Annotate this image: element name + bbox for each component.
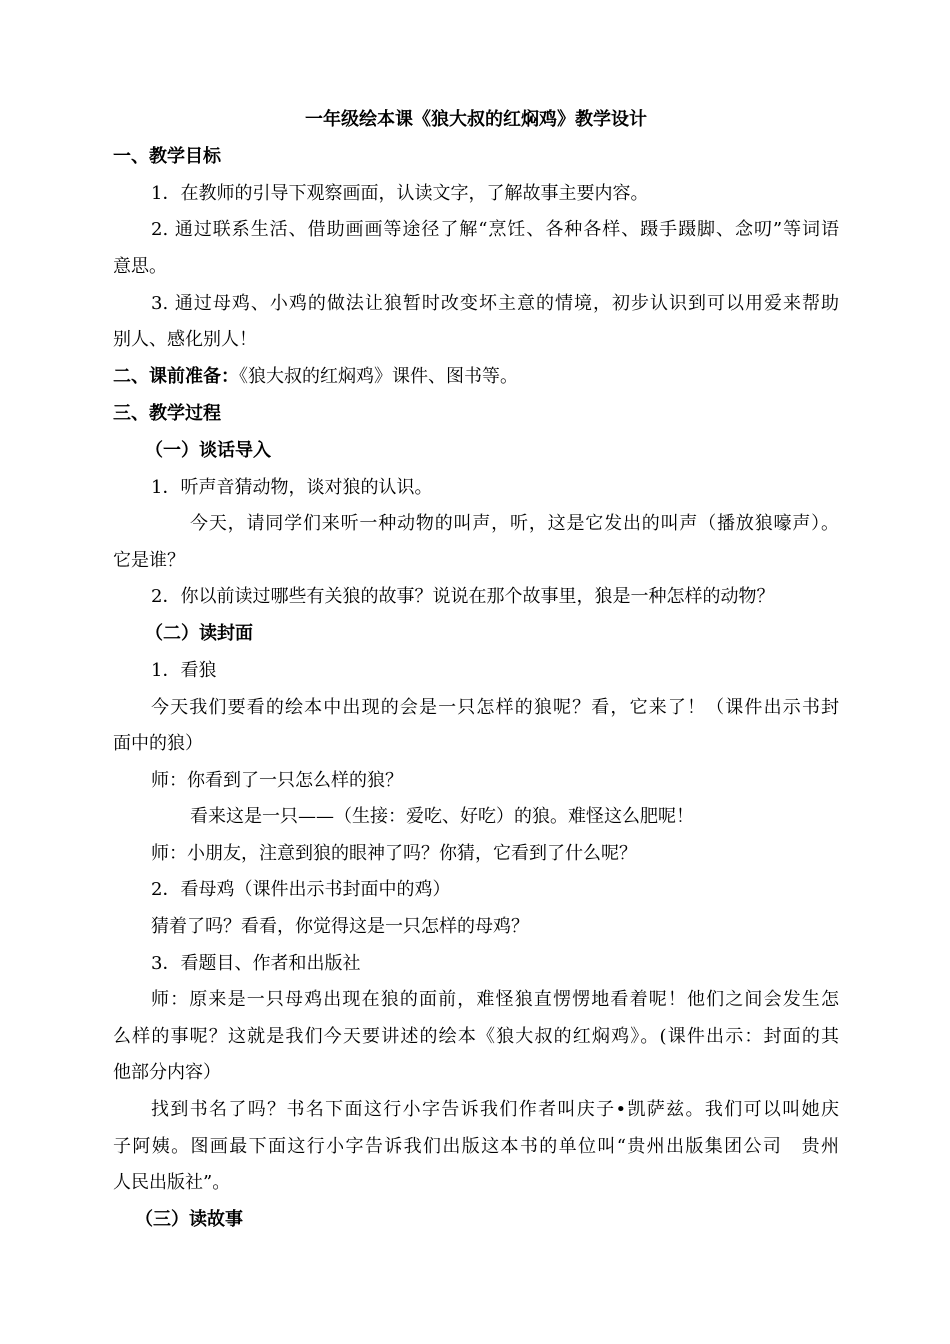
section-2-para-10-line-1: 找到书名了吗？书名下面这行小字告诉我们作者叫庆子•凯萨兹。我们可以叫她庆	[151, 1099, 839, 1120]
preparation-label: 二、课前准备：	[113, 366, 239, 387]
section-2-para-5: 师：小朋友，注意到狼的眼神了吗？你猜，它看到了什么呢？	[151, 843, 637, 864]
section-2-para-10-line-2: 子阿姨。图画最下面这行小字告诉我们出版这本书的单位叫“贵州出版集团公司 贵州	[113, 1136, 839, 1157]
section-2-para-1: 1．看狼	[151, 660, 217, 681]
section-1-heading: （一）谈话导入	[145, 440, 271, 461]
goal-1: 1．在教师的引导下观察画面，认读文字，了解故事主要内容。	[151, 183, 649, 204]
heading-teaching-goals: 一、教学目标	[113, 146, 221, 167]
section-1-para-2-line-1: 今天，请同学们来听一种动物的叫声，听，这是它发出的叫声（播放狼嚎声）。	[190, 513, 839, 534]
goal-3-line-1: 3. 通过母鸡、小鸡的做法让狼暂时改变坏主意的情境，初步认识到可以用爱来帮助	[151, 293, 839, 314]
section-2-para-10-line-3: 人民出版社”。	[113, 1172, 231, 1193]
preparation	[113, 363, 839, 391]
section-2-para-8: 3．看题目、作者和出版社	[151, 953, 361, 974]
section-1-para-2-line-2: 它是谁？	[113, 550, 185, 571]
preparation-text: 《狼大叔的红焖鸡》课件、图书等。	[239, 366, 518, 387]
section-2-para-4: 看来这是一只——（生接：爱吃、好吃）的狼。难怪这么肥呢！	[190, 806, 694, 827]
goal-2-line-1: 2. 通过联系生活、借助画画等途径了解“烹饪、各种各样、蹑手蹑脚、念叨”等词语	[151, 219, 839, 240]
goal-2-line-2: 意思。	[113, 256, 167, 277]
section-2-para-3: 师：你看到了一只怎么样的狼？	[151, 770, 403, 791]
section-2-para-2-line-1: 今天我们要看的绘本中出现的会是一只怎样的狼呢？看，它来了！（课件出示书封	[151, 697, 839, 718]
section-2-heading: （二）读封面	[145, 623, 253, 644]
section-2-para-2-line-2: 面中的狼）	[113, 733, 203, 754]
section-3-heading: （三）读故事	[135, 1209, 243, 1230]
document-title: 一年级绘本课《狼大叔的红焖鸡》教学设计	[305, 109, 647, 130]
section-2-para-7: 猜着了吗？看看，你觉得这是一只怎样的母鸡？	[151, 916, 529, 937]
section-1-para-1: 1．听声音猜动物，谈对狼的认识。	[151, 477, 433, 498]
section-2-para-9-line-2: 么样的事呢？这就是我们今天要讲述的绘本《狼大叔的红焖鸡》。(课件出示：封面的其	[113, 1026, 839, 1047]
section-1-para-3: 2．你以前读过哪些有关狼的故事？说说在那个故事里，狼是一种怎样的动物？	[151, 586, 775, 607]
section-2-para-9-line-3: 他部分内容）	[113, 1062, 221, 1083]
goal-3-line-2: 别人、感化别人！	[113, 329, 257, 350]
heading-teaching-process: 三、教学过程	[113, 403, 221, 424]
section-2-para-9-line-1: 师：原来是一只母鸡出现在狼的面前，难怪狼直愣愣地看着呢！他们之间会发生怎	[151, 989, 839, 1010]
section-2-para-6: 2．看母鸡（课件出示书封面中的鸡）	[151, 879, 451, 900]
